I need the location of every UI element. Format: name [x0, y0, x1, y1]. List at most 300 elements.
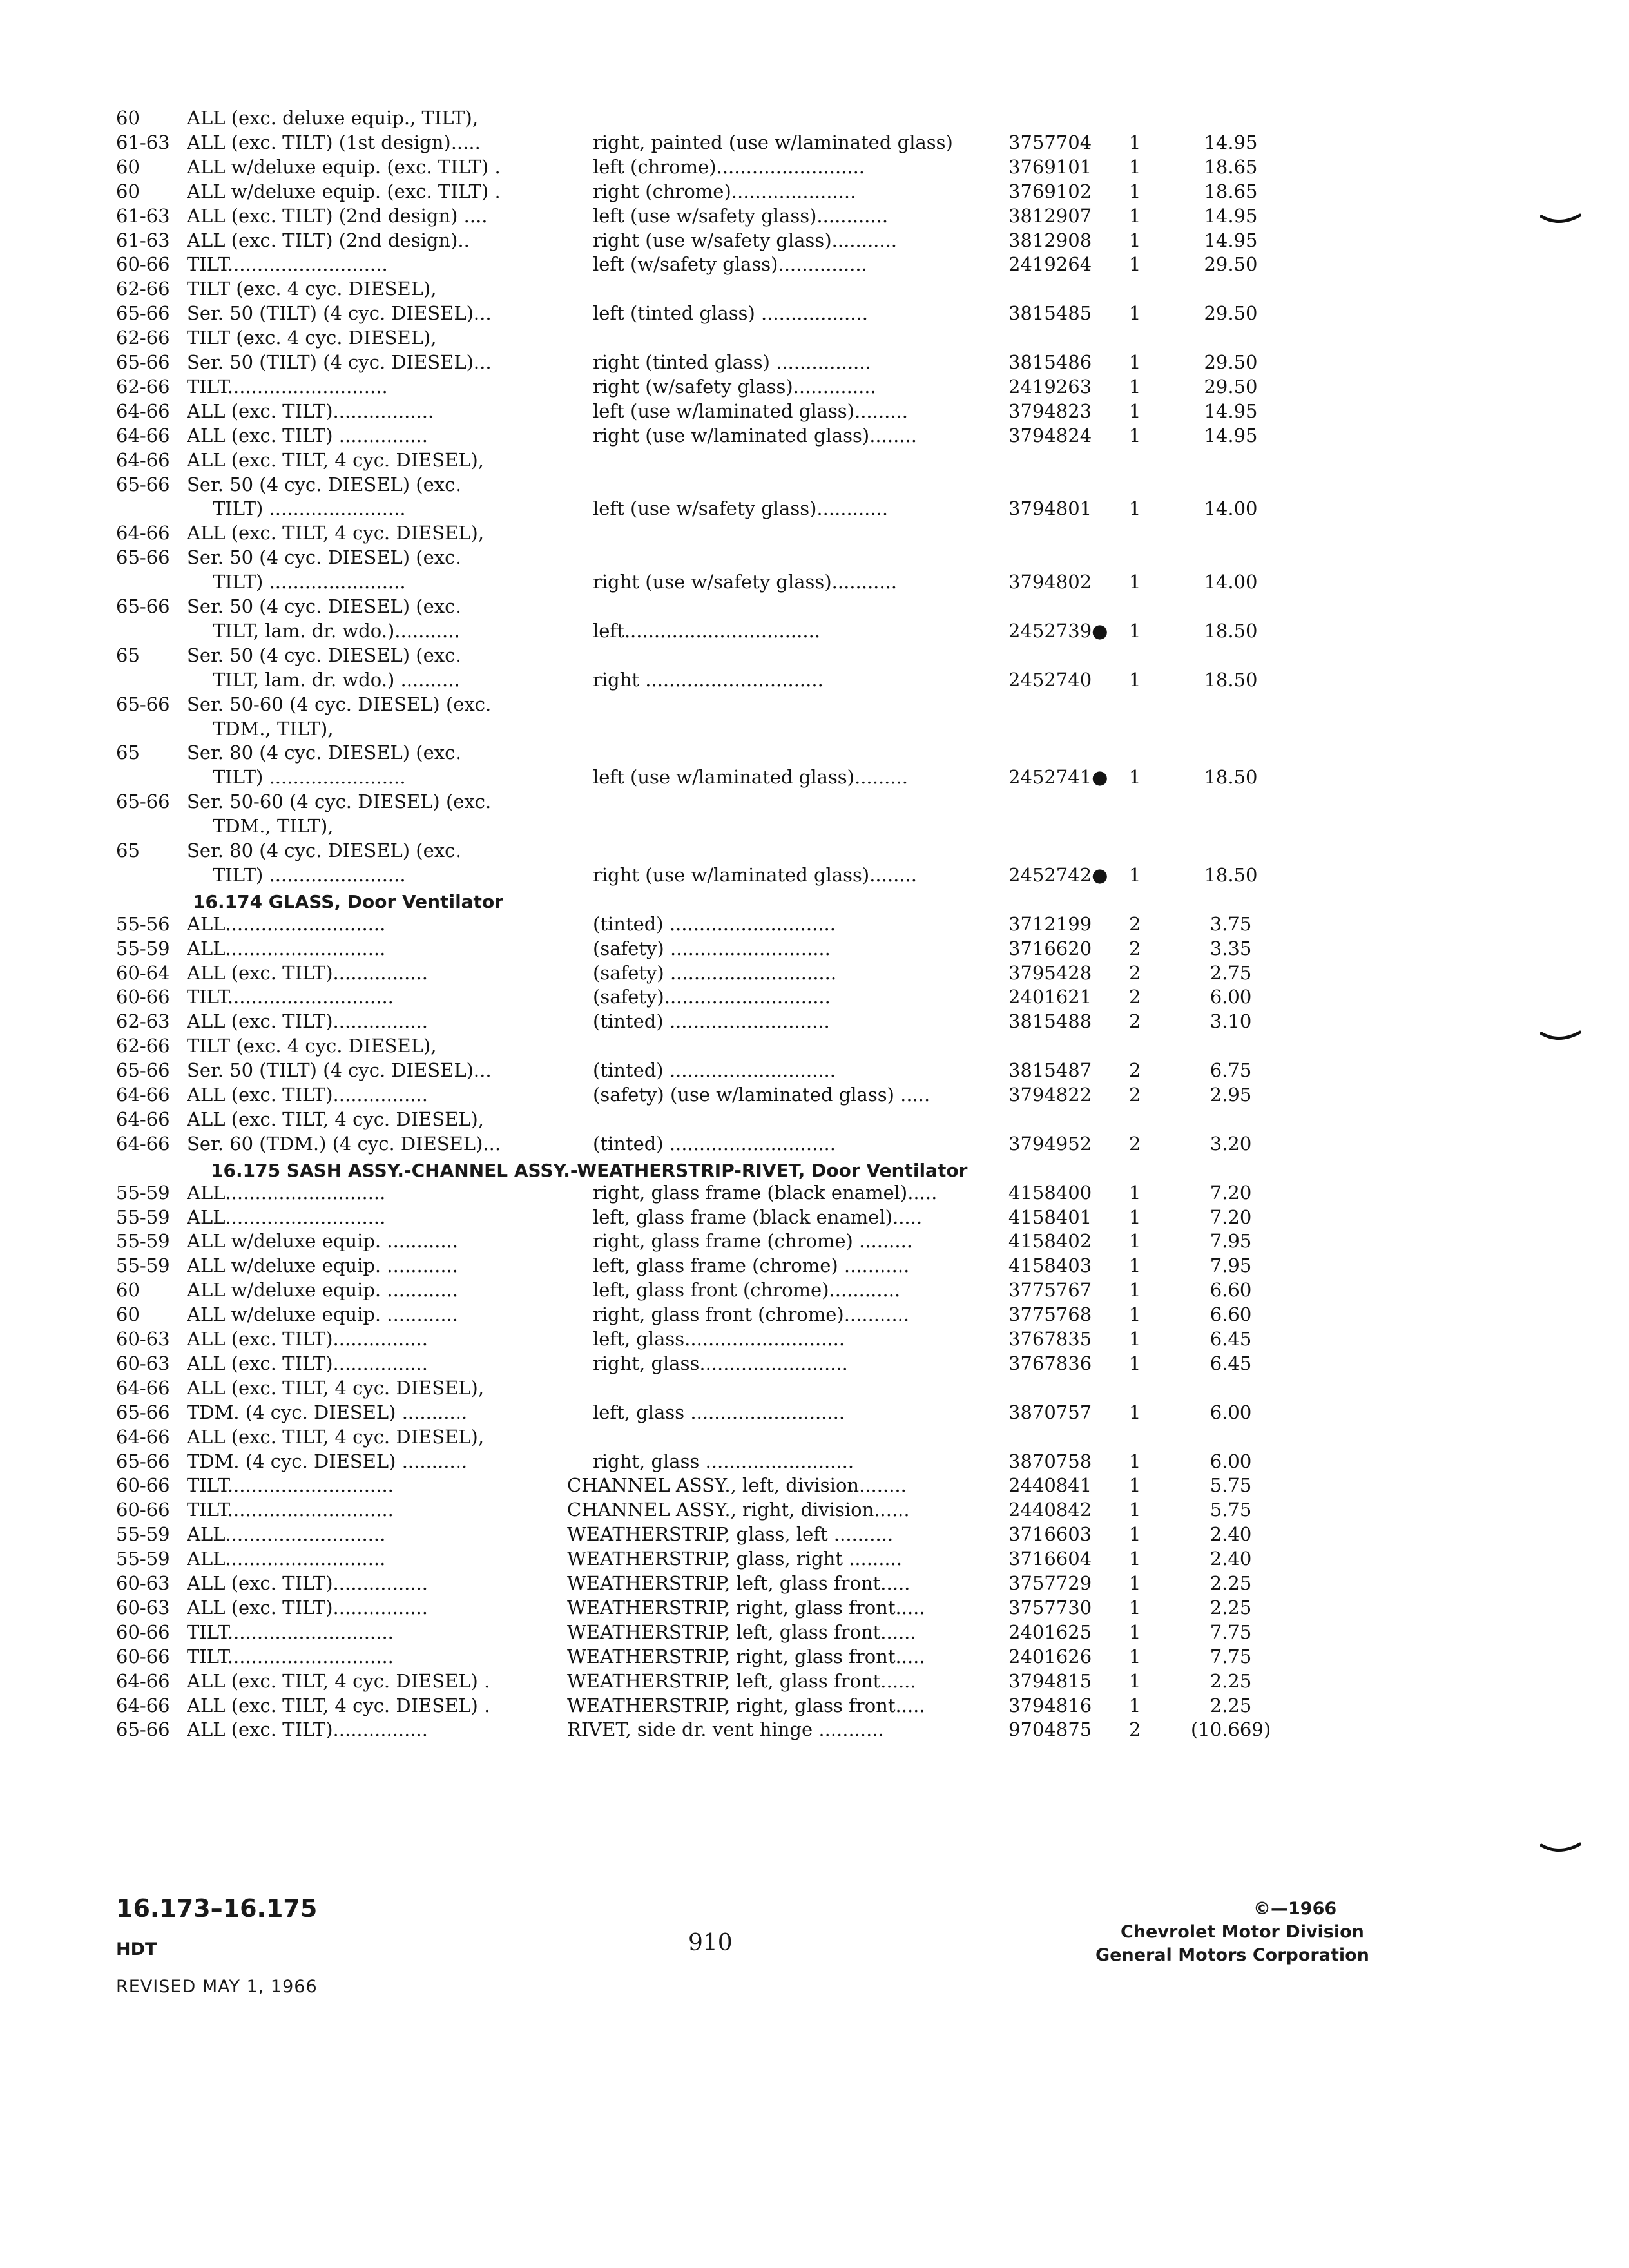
table-row [0, 961, 1629, 985]
price-cell: 2.25 [1210, 1694, 1252, 1716]
part-number-cell: 4158403 [1008, 1254, 1092, 1277]
description-cell: right (use w/laminated glass)........ [593, 424, 917, 447]
quantity-cell: 2 [1129, 1010, 1141, 1033]
table-row [0, 1302, 1629, 1327]
price-cell: 6.45 [1210, 1352, 1252, 1374]
model-cell: ALL w/deluxe equip. ............ [187, 1303, 458, 1326]
price-cell: 5.75 [1210, 1499, 1252, 1521]
price-cell: 29.50 [1204, 302, 1258, 325]
price-cell: (10.669) [1190, 1718, 1271, 1741]
model-cell: Ser. 50-60 (4 cyc. DIESEL) (exc. [187, 791, 492, 813]
part-number-cell: 2452739● [1008, 619, 1108, 642]
table-row [0, 179, 1629, 204]
model-cell: TILT........................... [187, 375, 388, 398]
year-cell: 64-66 [116, 522, 170, 544]
binder-mark-bottom [1540, 1841, 1581, 1856]
part-number-cell: 3795428 [1008, 961, 1092, 984]
model-cell: TILT) ....................... [213, 766, 406, 789]
quantity-cell: 1 [1129, 1572, 1141, 1594]
price-cell: 6.60 [1210, 1279, 1252, 1302]
quantity-cell: 1 [1129, 302, 1141, 325]
price-cell: 5.75 [1210, 1474, 1252, 1497]
part-number-cell: 3812908 [1008, 229, 1092, 251]
model-cell: ALL (exc. TILT, 4 cyc. DIESEL) . [187, 1694, 490, 1716]
model-cell: TILT, lam. dr. wdo.) .......... [213, 668, 460, 691]
year-cell: 65 [116, 840, 140, 861]
table-row [0, 350, 1629, 374]
price-cell: 2.25 [1210, 1596, 1252, 1619]
footer-series: HDT [116, 1939, 157, 1959]
quantity-cell: 1 [1129, 253, 1141, 276]
part-number-cell: 3716603 [1008, 1523, 1092, 1546]
year-cell: 65-66 [116, 351, 170, 373]
year-cell: 65-66 [116, 1718, 170, 1741]
quantity-cell: 1 [1129, 1181, 1141, 1204]
quantity-cell: 1 [1129, 1499, 1141, 1521]
model-cell: TILT, lam. dr. wdo.)........... [213, 619, 460, 642]
description-cell: (safety) (use w/laminated glass) ..... [593, 1084, 930, 1106]
description-cell: left (use w/safety glass)............ [593, 204, 889, 227]
table-row [0, 1180, 1629, 1205]
quantity-cell: 1 [1129, 1401, 1141, 1423]
quantity-cell: 1 [1129, 1548, 1141, 1570]
table-row [0, 1571, 1629, 1595]
price-cell: 7.75 [1210, 1645, 1252, 1667]
part-number-cell: 3815485 [1008, 302, 1092, 325]
description-cell: WEATHERSTRIP, left, glass front..... [567, 1572, 911, 1594]
year-cell: 64-66 [116, 1376, 170, 1399]
table-row [0, 863, 1629, 887]
model-cell: ALL........................... [187, 1181, 386, 1204]
price-cell: 6.00 [1210, 1450, 1252, 1472]
year-cell: 60 [116, 107, 140, 129]
year-cell: 55-59 [116, 937, 170, 959]
model-cell: Ser. 50-60 (4 cyc. DIESEL) (exc. [187, 693, 492, 715]
year-cell: 60-64 [116, 961, 170, 984]
description-cell: right (use w/laminated glass)........ [593, 863, 917, 886]
model-cell: ALL w/deluxe equip. ............ [187, 1230, 458, 1253]
table-row [0, 106, 1629, 130]
year-cell: 65-66 [116, 1401, 170, 1423]
table-row [0, 1717, 1629, 1742]
model-cell: Ser. 50 (4 cyc. DIESEL) (exc. [187, 473, 461, 495]
year-cell: 65-66 [116, 546, 170, 569]
quantity-cell: 1 [1129, 1230, 1141, 1253]
part-number-cell: 4158401 [1008, 1206, 1092, 1228]
quantity-cell: 2 [1129, 1084, 1141, 1106]
description-cell: (safety) ........................... [593, 937, 831, 959]
part-number-cell: 3794824 [1008, 424, 1092, 447]
price-cell: 14.95 [1204, 204, 1258, 227]
year-cell: 64-66 [116, 1132, 170, 1155]
year-cell: 62-66 [116, 278, 170, 300]
description-cell: left, glass front (chrome)............ [593, 1279, 901, 1302]
year-cell: 62-66 [116, 1035, 170, 1057]
year-cell: 65-66 [116, 302, 170, 325]
model-cell: Ser. 50 (4 cyc. DIESEL) (exc. [187, 595, 461, 617]
description-cell: WEATHERSTRIP, left, glass front...... [567, 1620, 916, 1643]
model-cell: TDM. (4 cyc. DIESEL) ........... [187, 1450, 468, 1472]
price-cell: 14.95 [1204, 424, 1258, 447]
description-cell: (tinted) ............................ [593, 912, 836, 935]
part-number-cell: 3794822 [1008, 1084, 1092, 1106]
description-cell: left (w/safety glass)............... [593, 253, 867, 276]
year-cell: 60-63 [116, 1352, 170, 1374]
part-number-cell: 2401625 [1008, 1620, 1092, 1643]
year-cell: 60-66 [116, 1474, 170, 1497]
price-cell: 7.95 [1210, 1230, 1252, 1253]
quantity-cell: 2 [1129, 986, 1141, 1008]
table-row [0, 521, 1629, 545]
part-number-cell: 3716604 [1008, 1548, 1092, 1570]
price-cell: 14.00 [1204, 571, 1258, 593]
part-number-cell: 3815487 [1008, 1059, 1092, 1082]
quantity-cell: 1 [1129, 1523, 1141, 1546]
description-cell: left, glass .......................... [593, 1401, 845, 1423]
part-number-cell: 4158402 [1008, 1230, 1092, 1253]
quantity-cell: 2 [1129, 937, 1141, 959]
model-cell: ALL (exc. TILT)................ [187, 1572, 429, 1594]
part-number-cell: 3794815 [1008, 1669, 1092, 1692]
year-cell: 65-66 [116, 1450, 170, 1472]
table-row [0, 814, 1629, 838]
price-cell: 14.95 [1204, 229, 1258, 251]
part-number-cell: 2419264 [1008, 253, 1092, 276]
model-cell: Ser. 80 (4 cyc. DIESEL) (exc. [187, 742, 461, 764]
description-cell: left, glass........................... [593, 1328, 845, 1350]
part-number-cell: 3757729 [1008, 1572, 1092, 1594]
model-cell: Ser. 50 (4 cyc. DIESEL) (exc. [187, 644, 461, 666]
description-cell: WEATHERSTRIP, right, glass front..... [567, 1694, 925, 1716]
year-cell: 60-66 [116, 253, 170, 276]
table-row [0, 301, 1629, 325]
description-cell: right (use w/safety glass)........... [593, 229, 898, 251]
year-cell: 65 [116, 742, 140, 764]
year-cell: 65-66 [116, 595, 170, 617]
model-cell: ALL w/deluxe equip. ............ [187, 1254, 458, 1277]
table-row [0, 448, 1629, 472]
model-cell: TILT............................ [187, 1620, 394, 1643]
model-cell: TILT) ....................... [213, 571, 406, 593]
table-row [0, 936, 1629, 961]
part-number-cell: 3794801 [1008, 497, 1092, 520]
year-cell: 64-66 [116, 424, 170, 447]
model-cell: ALL (exc. TILT) ............... [187, 424, 429, 447]
table-row [0, 692, 1629, 716]
price-cell: 3.75 [1210, 912, 1252, 935]
year-cell: 55-59 [116, 1206, 170, 1228]
part-number-cell: 3769102 [1008, 180, 1092, 202]
table-row [0, 399, 1629, 423]
description-cell: right, glass frame (black enamel)..... [593, 1181, 938, 1204]
quantity-cell: 1 [1129, 1474, 1141, 1497]
year-cell: 65 [116, 644, 140, 666]
description-cell: right, glass front (chrome)........... [593, 1303, 910, 1326]
table-row [0, 1669, 1629, 1693]
year-cell: 60-63 [116, 1572, 170, 1594]
model-cell: ALL (exc. TILT)................ [187, 961, 429, 984]
table-row [0, 1376, 1629, 1400]
quantity-cell: 1 [1129, 766, 1141, 789]
table-row [0, 1425, 1629, 1449]
price-cell: 6.00 [1210, 1401, 1252, 1423]
model-cell: Ser. 50 (TILT) (4 cyc. DIESEL)... [187, 1059, 492, 1082]
model-cell: ALL (exc. TILT, 4 cyc. DIESEL), [187, 448, 485, 471]
quantity-cell: 2 [1129, 1059, 1141, 1082]
part-number-cell: 3757704 [1008, 131, 1092, 153]
model-cell: TILT............................ [187, 1499, 394, 1521]
part-number-cell: 2452741● [1008, 766, 1108, 789]
description-cell: WEATHERSTRIP, left, glass front...... [567, 1669, 916, 1692]
quantity-cell: 1 [1129, 1279, 1141, 1302]
table-row [0, 1400, 1629, 1425]
quantity-cell: 1 [1129, 863, 1141, 886]
description-cell: WEATHERSTRIP, right, glass front..... [567, 1596, 925, 1619]
year-cell: 65-66 [116, 1059, 170, 1082]
description-cell: left (use w/safety glass)............ [593, 497, 889, 520]
footer-copyright: ©—1966 [1253, 1899, 1337, 1919]
year-cell: 64-66 [116, 448, 170, 471]
model-cell: Ser. 50 (TILT) (4 cyc. DIESEL)... [187, 302, 492, 325]
year-cell: 55-59 [116, 1548, 170, 1570]
year-cell: 60 [116, 180, 140, 202]
quantity-cell: 2 [1129, 961, 1141, 984]
table-row [0, 325, 1629, 350]
description-cell: WEATHERSTRIP, glass, left .......... [567, 1523, 894, 1546]
quantity-cell: 1 [1129, 204, 1141, 227]
model-cell: TILT (exc. 4 cyc. DIESEL), [187, 327, 437, 349]
quantity-cell: 1 [1129, 351, 1141, 373]
year-cell: 60-63 [116, 1328, 170, 1350]
year-cell: 61-63 [116, 229, 170, 251]
part-number-cell: 3767836 [1008, 1352, 1092, 1374]
quantity-cell: 1 [1129, 497, 1141, 520]
table-row [0, 1327, 1629, 1351]
part-number-cell: 3794952 [1008, 1132, 1092, 1155]
table-row [0, 643, 1629, 668]
model-cell: TILT............................ [187, 1645, 394, 1667]
price-cell: 6.75 [1210, 1059, 1252, 1082]
quantity-cell: 1 [1129, 399, 1141, 422]
part-number-cell: 3815488 [1008, 1010, 1092, 1033]
quantity-cell: 1 [1129, 131, 1141, 153]
table-row [0, 1546, 1629, 1571]
year-cell: 55-59 [116, 1523, 170, 1546]
price-cell: 18.50 [1204, 668, 1258, 691]
part-number-cell: 2440842 [1008, 1499, 1092, 1521]
table-row [0, 1131, 1629, 1156]
model-cell: ALL........................... [187, 1523, 386, 1546]
price-cell: 3.20 [1210, 1132, 1252, 1155]
table-row [0, 1693, 1629, 1718]
table-row [0, 716, 1629, 741]
table-row [0, 1058, 1629, 1082]
table-row [0, 1107, 1629, 1131]
model-cell: ALL........................... [187, 1548, 386, 1570]
year-cell: 60-66 [116, 1645, 170, 1667]
year-cell: 64-66 [116, 399, 170, 422]
quantity-cell: 1 [1129, 180, 1141, 202]
part-number-cell: 3815486 [1008, 351, 1092, 373]
year-cell: 60-66 [116, 1620, 170, 1643]
part-number-cell: 2401626 [1008, 1645, 1092, 1667]
table-row [0, 1644, 1629, 1669]
part-number-cell: 3712199 [1008, 912, 1092, 935]
price-cell: 3.10 [1210, 1010, 1252, 1033]
model-cell: TILT (exc. 4 cyc. DIESEL), [187, 1035, 437, 1057]
part-number-cell: 3769101 [1008, 155, 1092, 178]
description-cell: right (use w/safety glass)........... [593, 571, 898, 593]
table-row [0, 228, 1629, 253]
price-cell: 29.50 [1204, 351, 1258, 373]
quantity-cell: 1 [1129, 571, 1141, 593]
table-row [0, 374, 1629, 399]
quantity-cell: 1 [1129, 375, 1141, 398]
description-cell: (tinted) ........................... [593, 1010, 830, 1033]
part-number-cell: 3812907 [1008, 204, 1092, 227]
model-cell: ALL (exc. TILT, 4 cyc. DIESEL), [187, 1108, 485, 1130]
year-cell: 60-63 [116, 1596, 170, 1619]
price-cell: 3.35 [1210, 937, 1252, 959]
description-cell: (safety)............................ [593, 986, 831, 1008]
year-cell: 65-66 [116, 791, 170, 813]
year-cell: 65-66 [116, 473, 170, 495]
table-row [0, 1351, 1629, 1376]
price-cell: 6.60 [1210, 1303, 1252, 1326]
year-cell: 62-66 [116, 327, 170, 349]
part-number-cell: 3870758 [1008, 1450, 1092, 1472]
table-row [0, 1278, 1629, 1302]
price-cell: 18.50 [1204, 766, 1258, 789]
price-cell: 18.65 [1204, 180, 1258, 202]
table-row [0, 1009, 1629, 1033]
description-cell: left (use w/laminated glass)......... [593, 399, 908, 422]
table-row [0, 985, 1629, 1009]
table-row [0, 1033, 1629, 1058]
table-row [0, 1595, 1629, 1620]
table-row [0, 1253, 1629, 1278]
section-heading: 16.175 SASH ASSY.-CHANNEL ASSY.-WEATHERSTRIP-RIVET, Door Ventilator [211, 1159, 968, 1181]
model-cell: Ser. 50 (4 cyc. DIESEL) (exc. [187, 546, 461, 569]
quantity-cell: 1 [1129, 1694, 1141, 1716]
year-cell: 55-59 [116, 1181, 170, 1204]
description-cell: left (tinted glass) .................. [593, 302, 868, 325]
price-cell: 2.95 [1210, 1084, 1252, 1106]
description-cell: left, glass frame (chrome) ........... [593, 1254, 910, 1277]
table-row [0, 130, 1629, 155]
price-cell: 2.25 [1210, 1572, 1252, 1594]
description-cell: (safety) ............................ [593, 961, 837, 984]
part-number-cell: 3716620 [1008, 937, 1092, 959]
description-cell: right, glass......................... [593, 1352, 848, 1374]
model-cell: TILT........................... [187, 253, 388, 276]
part-number-cell: 3794823 [1008, 399, 1092, 422]
year-cell: 60 [116, 1279, 140, 1302]
part-number-cell: 3794816 [1008, 1694, 1092, 1716]
part-number-cell: 2419263 [1008, 375, 1092, 398]
year-cell: 55-59 [116, 1230, 170, 1253]
table-row [0, 204, 1629, 228]
year-cell: 62-63 [116, 1010, 170, 1033]
quantity-cell: 1 [1129, 229, 1141, 251]
price-cell: 2.40 [1210, 1548, 1252, 1570]
year-cell: 61-63 [116, 131, 170, 153]
model-cell: ALL (exc. TILT)................ [187, 1010, 429, 1033]
quantity-cell: 1 [1129, 1206, 1141, 1228]
model-cell: ALL (exc. TILT, 4 cyc. DIESEL), [187, 1425, 485, 1448]
year-cell: 64-66 [116, 1425, 170, 1448]
year-cell: 55-59 [116, 1254, 170, 1277]
quantity-cell: 1 [1129, 1450, 1141, 1472]
model-cell: ALL w/deluxe equip. (exc. TILT) . [187, 180, 501, 202]
price-cell: 29.50 [1204, 253, 1258, 276]
quantity-cell: 1 [1129, 155, 1141, 178]
table-row [0, 155, 1629, 179]
description-cell: CHANNEL ASSY., right, division...... [567, 1499, 910, 1521]
model-cell: TILT (exc. 4 cyc. DIESEL), [187, 278, 437, 300]
table-row [0, 1522, 1629, 1546]
quantity-cell: 1 [1129, 1352, 1141, 1374]
model-cell: ALL (exc. TILT) (2nd design) .... [187, 204, 488, 227]
table-row [0, 789, 1629, 814]
model-cell: ALL (exc. deluxe equip., TILT), [187, 107, 479, 129]
model-cell: ALL (exc. TILT)................ [187, 1596, 429, 1619]
footer-corporation: General Motors Corporation [1095, 1945, 1369, 1965]
quantity-cell: 1 [1129, 619, 1141, 642]
description-cell: CHANNEL ASSY., left, division........ [567, 1474, 907, 1497]
model-cell: ALL (exc. TILT) (2nd design).. [187, 229, 470, 251]
part-number-cell: 3870757 [1008, 1401, 1092, 1423]
part-number-cell: 2401621 [1008, 986, 1092, 1008]
quantity-cell: 1 [1129, 1645, 1141, 1667]
model-cell: ALL (exc. TILT, 4 cyc. DIESEL), [187, 1376, 485, 1399]
quantity-cell: 2 [1129, 912, 1141, 935]
model-cell: Ser. 60 (TDM.) (4 cyc. DIESEL)... [187, 1132, 501, 1155]
description-cell: left (chrome)......................... [593, 155, 865, 178]
footer-page-number: 910 [688, 1930, 733, 1956]
quantity-cell: 1 [1129, 424, 1141, 447]
binder-mark-top [1540, 213, 1581, 227]
model-cell: TDM. (4 cyc. DIESEL) ........... [187, 1401, 468, 1423]
table-row [0, 1473, 1629, 1497]
table-row [0, 765, 1629, 789]
price-cell: 18.50 [1204, 619, 1258, 642]
part-number-cell: 9704875 [1008, 1718, 1092, 1741]
year-cell: 60-66 [116, 1499, 170, 1521]
footer-section-range: 16.173–16.175 [116, 1894, 318, 1923]
footer-revised: REVISED MAY 1, 1966 [116, 1977, 318, 1997]
table-row [0, 1449, 1629, 1474]
quantity-cell: 1 [1129, 1303, 1141, 1326]
price-cell: 18.50 [1204, 863, 1258, 886]
description-cell: left, glass frame (black enamel)..... [593, 1206, 923, 1228]
table-row [0, 423, 1629, 448]
description-cell: right (w/safety glass).............. [593, 375, 876, 398]
description-cell: right, glass frame (chrome) ......... [593, 1230, 913, 1253]
year-cell: 55-56 [116, 912, 170, 935]
price-cell: 2.75 [1210, 961, 1252, 984]
quantity-cell: 1 [1129, 1596, 1141, 1619]
description-cell: left................................. [593, 619, 821, 642]
description-cell: (tinted) ............................ [593, 1059, 836, 1082]
table-row [0, 1620, 1629, 1644]
model-cell: ALL........................... [187, 912, 386, 935]
price-cell: 14.00 [1204, 497, 1258, 520]
year-cell: 60 [116, 1303, 140, 1326]
table-row [0, 570, 1629, 594]
model-cell: TILT............................ [187, 986, 394, 1008]
table-row [0, 252, 1629, 276]
